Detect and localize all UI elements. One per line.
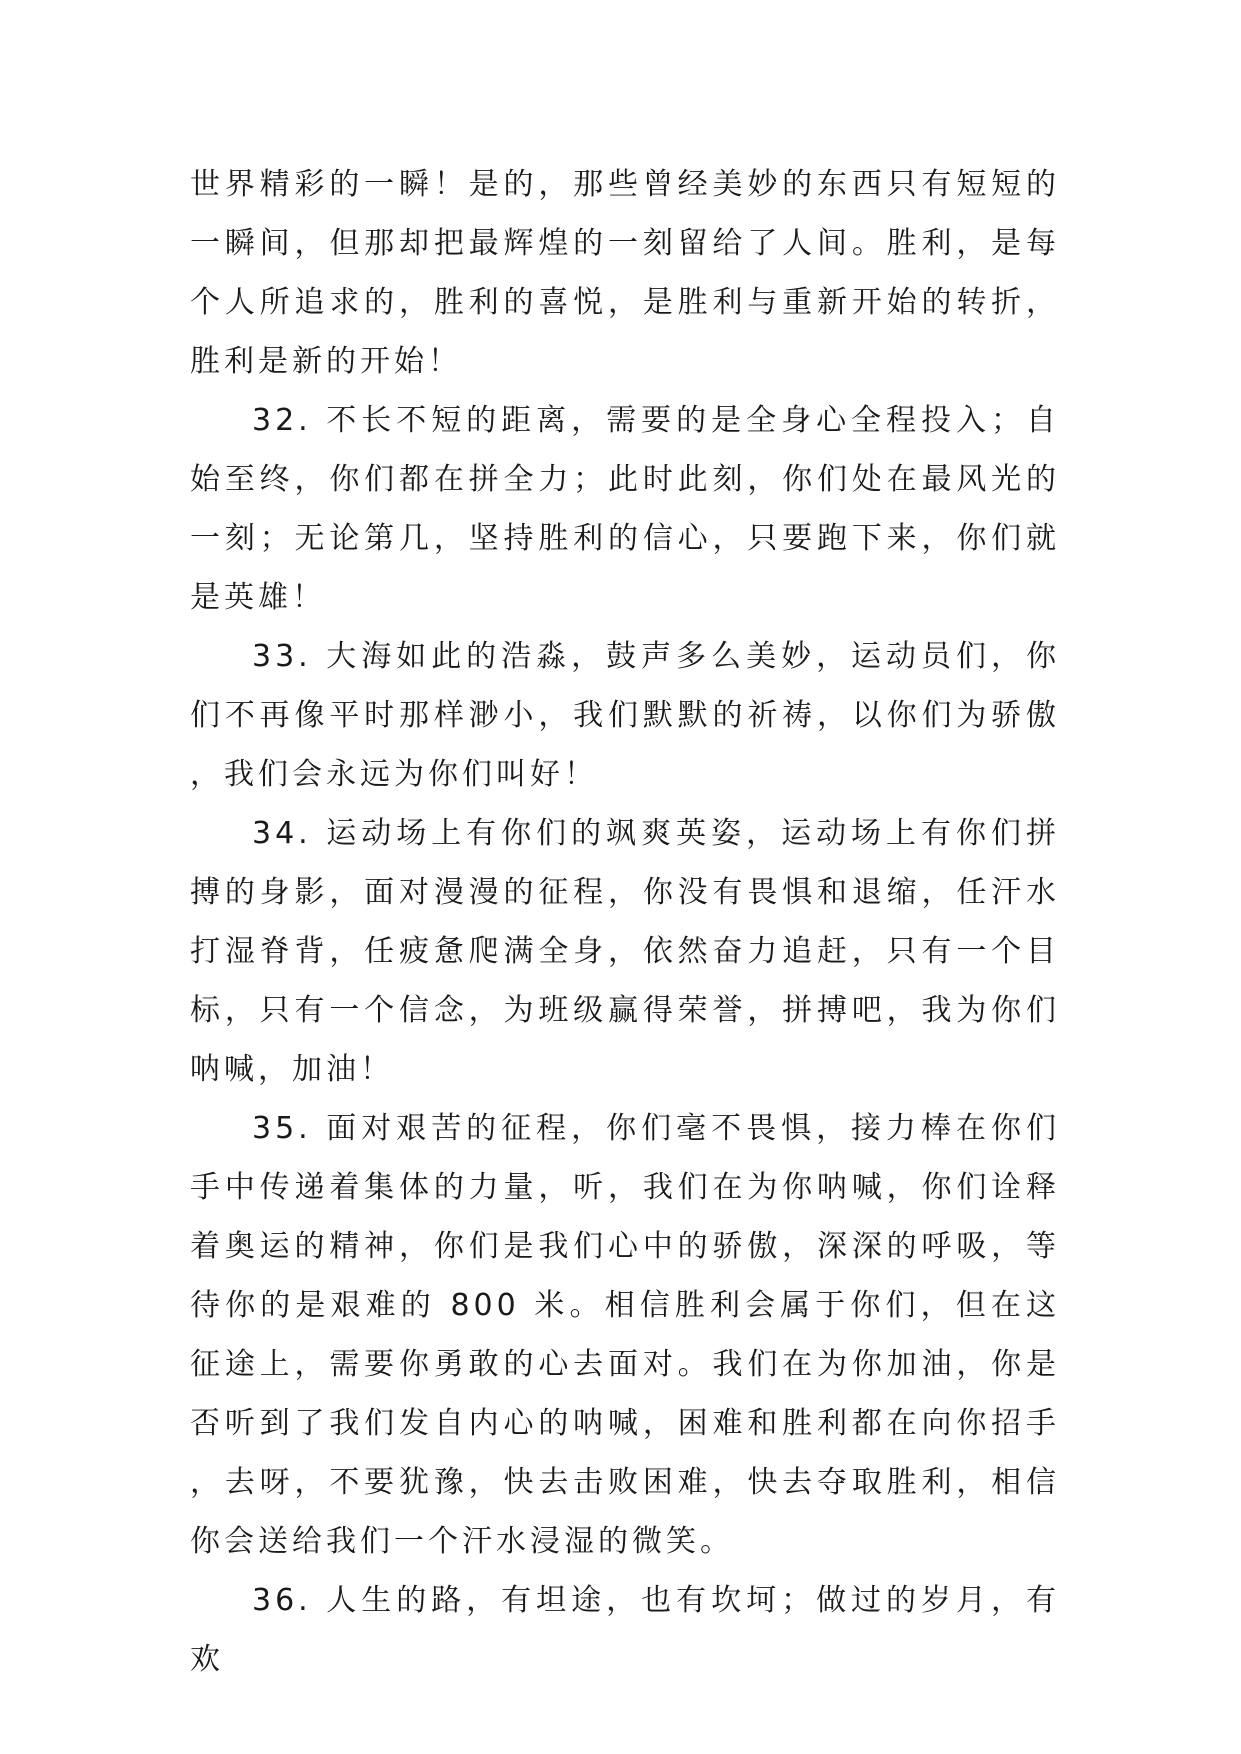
document-body xyxy=(190,155,1060,1689)
paragraph-34: 34. 运动场上有你们的飒爽英姿，运动场上有你们拼搏的身影，面对漫漫的征程，你没有畏惧和退缩，任汗水打湿脊背，任疲惫爬满全身，依然奋力追赶，只有一个目标，只有一个信念，为班级赢得荣誉，拼搏吧，我为你们呐喊，加油！ xyxy=(190,816,1060,1087)
paragraph-continued: 世界精彩的一瞬！是的，那些曾经美妙的东西只有短短的一瞬间，但那却把最辉煌的一刻留给了人间。胜利，是每个人所追求的，胜利的喜悦，是胜利与重新开始的转折，胜利是新的开始！ xyxy=(190,167,1060,379)
paragraph-36: 36. 人生的路，有坦途，也有坎坷；做过的岁月，有欢 xyxy=(190,1583,1060,1677)
paragraph-32: 32. 不长不短的距离，需要的是全身心全程投入；自始至终，你们都在拼全力；此时此刻，你们处在最风光的一刻；无论第几，坚持胜利的信心，只要跑下来，你们就是英雄！ xyxy=(190,403,1060,615)
paragraph-33: 33. 大海如此的浩淼，鼓声多么美妙，运动员们，你们不再像平时那样渺小，我们默默的祈祷，以你们为骄傲，我们会永远为你们叫好！ xyxy=(190,639,1060,792)
paragraph-35: 35. 面对艰苦的征程，你们毫不畏惧，接力棒在你们手中传递着集体的力量，听，我们在为你呐喊，你们诠释着奥运的精神，你们是我们心中的骄傲，深深的呼吸，等待你的是艰难的 800 米。相信胜利会属于你们，但在这征途上，需要你勇敢的心去面对。我们在为你加油，你是否听到了我们发自内心的呐喊，困难和胜利都在向你招手，去呀，不要犹豫，快去击败困难，快去夺取胜利，相信你会送给我们一个汗水浸湿的微笑。 xyxy=(190,1111,1060,1559)
